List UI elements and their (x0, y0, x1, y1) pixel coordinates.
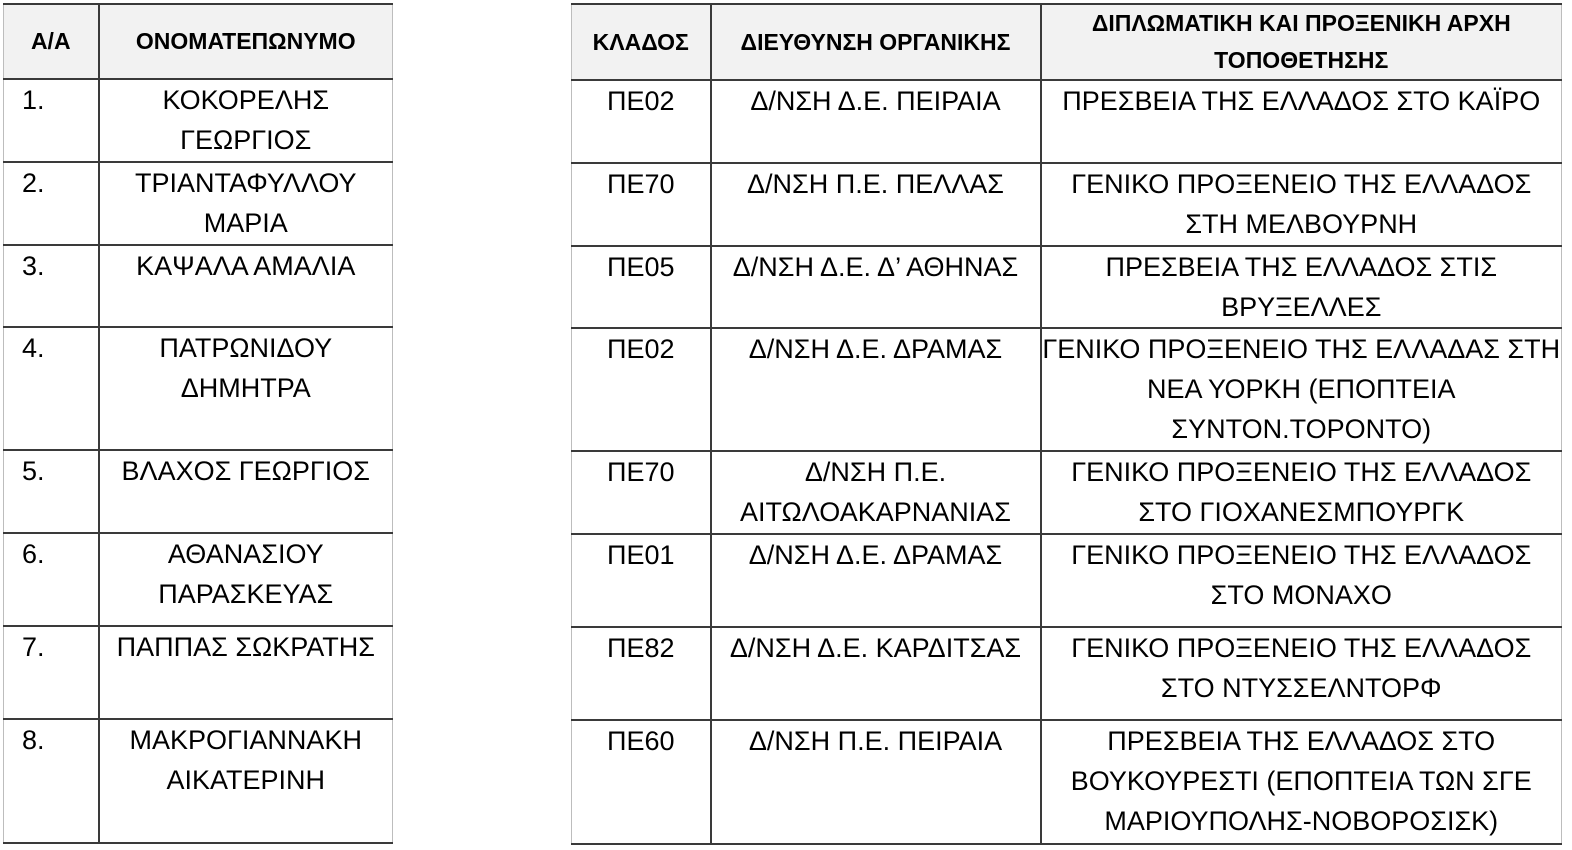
table-row (572, 720, 1562, 844)
cell-klados: ΠΕ02 (572, 328, 711, 451)
header-name: ΟΝΟΜΑΤΕΠΩΝΥΜΟ (99, 4, 393, 79)
cell-arxi: ΓΕΝΙΚΟ ΠΡΟΞΕΝΕΙΟ ΤΗΣ ΕΛΛΑΔΟΣ ΣΤΟ ΓΙΟΧΑΝΕΣΜΠΟΥΡΓΚ (1041, 451, 1562, 534)
cell-aa: 4. (4, 327, 99, 450)
table-row (572, 627, 1562, 720)
placement-table-header-row (572, 4, 1562, 80)
cell-name: ΠΑΠΠΑΣ ΣΩΚΡΑΤΗΣ (99, 626, 393, 719)
table-row (4, 450, 393, 533)
table-row (572, 328, 1562, 451)
cell-name: ΚΟΚΟΡΕΛΗΣ ΓΕΩΡΓΙΟΣ (99, 79, 393, 162)
table-row (4, 327, 393, 450)
cell-dieythynsi: Δ/ΝΣΗ Π.Ε. ΠΕΙΡΑΙΑ (711, 720, 1041, 844)
cell-name: ΒΛΑΧΟΣ ΓΕΩΡΓΙΟΣ (99, 450, 393, 533)
cell-klados: ΠΕ02 (572, 80, 711, 163)
cell-aa: 2. (4, 162, 99, 245)
table-row (4, 245, 393, 327)
table-row (4, 719, 393, 843)
table-row (572, 163, 1562, 246)
cell-arxi: ΠΡΕΣΒΕΙΑ ΤΗΣ ΕΛΛΑΔΟΣ ΣΤΟ ΚΑΪΡΟ (1041, 80, 1562, 163)
cell-aa: 7. (4, 626, 99, 719)
table-row (4, 79, 393, 162)
cell-aa: 8. (4, 719, 99, 843)
cell-arxi: ΓΕΝΙΚΟ ΠΡΟΞΕΝΕΙΟ ΤΗΣ ΕΛΛΑΔΟΣ ΣΤΟ ΝΤΥΣΣΕΛΝΤΟΡΦ (1041, 627, 1562, 720)
cell-arxi: ΠΡΕΣΒΕΙΑ ΤΗΣ ΕΛΛΑΔΟΣ ΣΤΙΣ ΒΡΥΞΕΛΛΕΣ (1041, 246, 1562, 328)
cell-dieythynsi: Δ/ΝΣΗ Δ.Ε. ΚΑΡΔΙΤΣΑΣ (711, 627, 1041, 720)
cell-dieythynsi: Δ/ΝΣΗ Π.Ε. ΑΙΤΩΛΟΑΚΑΡΝΑΝΙΑΣ (711, 451, 1041, 534)
cell-arxi: ΠΡΕΣΒΕΙΑ ΤΗΣ ΕΛΛΑΔΟΣ ΣΤΟ ΒΟΥΚΟΥΡΕΣΤΙ (ΕΠΟΠΤΕΙΑ ΤΩΝ ΣΓΕ ΜΑΡΙΟΥΠΟΛΗΣ-ΝΟΒΟΡΟΣΙΣΚ) (1041, 720, 1562, 844)
table-row (4, 162, 393, 245)
cell-name: ΜΑΚΡΟΓΙΑΝΝΑΚΗ ΑΙΚΑΤΕΡΙΝΗ (99, 719, 393, 843)
table-row (572, 451, 1562, 534)
table-row (4, 626, 393, 719)
cell-name: ΠΑΤΡΩΝΙΔΟΥ ΔΗΜΗΤΡΑ (99, 327, 393, 450)
placement-table (571, 3, 1562, 845)
cell-klados: ΠΕ01 (572, 534, 711, 627)
cell-arxi: ΓΕΝΙΚΟ ΠΡΟΞΕΝΕΙΟ ΤΗΣ ΕΛΛΑΔΑΣ ΣΤΗ ΝΕΑ ΥΟΡΚΗ (ΕΠΟΠΤΕΙΑ ΣΥΝΤΟΝ.ΤΟΡΟΝΤΟ) (1041, 328, 1562, 451)
cell-arxi: ΓΕΝΙΚΟ ΠΡΟΞΕΝΕΙΟ ΤΗΣ ΕΛΛΑΔΟΣ ΣΤΟ ΜΟΝΑΧΟ (1041, 534, 1562, 627)
cell-klados: ΠΕ70 (572, 451, 711, 534)
cell-aa: 3. (4, 245, 99, 327)
cell-name: ΚΑΨΑΛΑ ΑΜΑΛΙΑ (99, 245, 393, 327)
cell-klados: ΠΕ05 (572, 246, 711, 328)
header-klados: ΚΛΑΔΟΣ (572, 4, 711, 80)
header-dieythynsi: ΔΙΕΥΘΥΝΣΗ ΟΡΓΑΝΙΚΗΣ (711, 4, 1041, 80)
cell-name: ΑΘΑΝΑΣΙΟΥ ΠΑΡΑΣΚΕΥΑΣ (99, 533, 393, 626)
cell-arxi: ΓΕΝΙΚΟ ΠΡΟΞΕΝΕΙΟ ΤΗΣ ΕΛΛΑΔΟΣ ΣΤΗ ΜΕΛΒΟΥΡΝΗ (1041, 163, 1562, 246)
cell-dieythynsi: Δ/ΝΣΗ Δ.Ε. ΔΡΑΜΑΣ (711, 534, 1041, 627)
cell-dieythynsi: Δ/ΝΣΗ Δ.Ε. Δ’ ΑΘΗΝΑΣ (711, 246, 1041, 328)
cell-dieythynsi: Δ/ΝΣΗ Δ.Ε. ΔΡΑΜΑΣ (711, 328, 1041, 451)
cell-aa: 6. (4, 533, 99, 626)
names-table (3, 3, 393, 844)
cell-aa: 5. (4, 450, 99, 533)
cell-dieythynsi: Δ/ΝΣΗ Δ.Ε. ΠΕΙΡΑΙΑ (711, 80, 1041, 163)
cell-klados: ΠΕ60 (572, 720, 711, 844)
cell-name: ΤΡΙΑΝΤΑΦΥΛΛΟΥ ΜΑΡΙΑ (99, 162, 393, 245)
header-arxi: ΔΙΠΛΩΜΑΤΙΚΗ ΚΑΙ ΠΡΟΞΕΝΙΚΗ ΑΡΧΗ ΤΟΠΟΘΕΤΗΣΗΣ (1041, 4, 1562, 80)
cell-dieythynsi: Δ/ΝΣΗ Π.Ε. ΠΕΛΛΑΣ (711, 163, 1041, 246)
table-row (572, 246, 1562, 328)
table-row (572, 534, 1562, 627)
table-row (4, 533, 393, 626)
table-row (572, 80, 1562, 163)
names-table-header-row (4, 4, 393, 79)
header-aa: Α/Α (4, 4, 99, 79)
cell-klados: ΠΕ82 (572, 627, 711, 720)
cell-aa: 1. (4, 79, 99, 162)
cell-klados: ΠΕ70 (572, 163, 711, 246)
